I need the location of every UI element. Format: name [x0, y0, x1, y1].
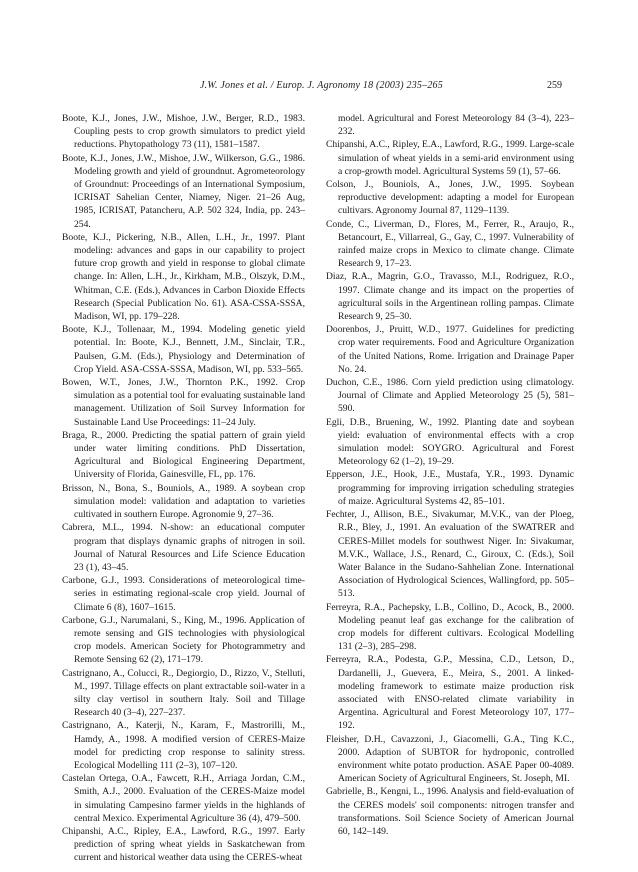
- reference-entry: Egli, D.B., Bruening, W., 1992. Planting date and soybean yield: evaluation of environmental effects with a crop simulation model: SOYGRO. Agricultural and Forest Meteorology 62 (1–2), 19–29.: [326, 416, 574, 468]
- reference-entry: Chipanshi, A.C., Ripley, E.A., Lawford, R.G., 1999. Large-scale simulation of wheat yields in a semi-arid environment using a crop-growth model. Agricultural Systems 59 (1), 57–66.: [326, 139, 574, 177]
- reference-entry: Carbone, G.J., Narumalani, S., King, M., 1996. Application of remote sensing and GIS technologies with physiological crop models. American Society for Photogrammetry and Remote Sensing 62 (2), 171–179.: [62, 614, 305, 666]
- reference-entry: Braga, R., 2000. Predicting the spatial pattern of grain yield under water limiting conditions. PhD Dissertation, Agricultural and Biological Engineering Department, University of Florida, Gainesville, FL, pp. 176.: [62, 429, 305, 481]
- reference-entry: Castrignano, A., Katerji, N., Karam, F., Mastrorilli, M., Hamdy, A., 1998. A modified version of CERES-Maize model for predicting crop response to salinity stress. Ecological Modelling 111 (2–3), 107–120.: [62, 720, 305, 771]
- reference-entry: Duchon, C.E., 1986. Corn yield prediction using climatology. Journal of Climate and Applied Meteorology 25 (5), 581–590.: [326, 377, 574, 415]
- reference-entry: Ferreyra, R.A., Pachepsky, L.B., Collino, D., Acock, B., 2000. Modeling peanut leaf gas exchange for the calibration of crop models for different cultivars. Ecological Modelling 131 (2–3), 285–298.: [326, 601, 574, 653]
- reference-entry: Fleisher, D.H., Cavazzoni, J., Giacomelli, G.A., Ting K.C., 2000. Adaption of SUBTOR for hydroponic, controlled environment white potato production. ASAE Paper 00-4089. American Society of Agricultural Engineers, St. Joseph, MI.: [326, 733, 574, 785]
- reference-entry: Ferreyra, R.A., Podesta, G.P., Messina, C.D., Letson, D., Dardanelli, J., Guevera, E., Meira, S., 2001. A linked-modeling framework to estimate maize production risk associated with ENSO-related climate variability in Argentina. Agricultural and Forest Meteorology 107, 177–192.: [326, 654, 574, 732]
- reference-entry: Fechter, J., Allison, B.E., Sivakumar, M.V.K., van der Ploeg, R.R., Bley, J., 1991. An evaluation of the SWATRER and CERES-Millet models for southwest Niger. In: Sivakumar, M.V.K., Wallace, J.S., Renard, C., Giroux, C. (Eds.), Soil Water Balance in the Sudano-Sahhelian Zone. International Association of Hydrological Sciences, Wallingford, pp. 505–513.: [326, 509, 574, 600]
- reference-entry: Epperson, J.E., Hook, J.E., Mustafa, Y.R., 1993. Dynamic programming for improving irrigation scheduling strategies of maize. Agricultural Systems 42, 85–101.: [326, 469, 574, 507]
- reference-entry: Boote, K.J., Jones, J.W., Mishoe, J.W., Wilkerson, G.G., 1986. Modeling growth and yield of groundnut. Agrometeorology of Groundnut: Proceedings of an International Symposium, ICRISAT Sahelian Center, Niamey, Niger. 21–26 Aug, 1985, ICRISAT, Patancheru, A.P. 502 324, India, pp. 243–254.: [62, 152, 305, 230]
- reference-entry: Diaz, R.A., Magrin, G.O., Travasso, M.I., Rodriguez, R.O., 1997. Climate change and its impact on the properties of agricultural soils in the Argentinean rolling pampas. Climate Research 9, 25–30.: [326, 271, 574, 323]
- references-right-column: [326, 112, 574, 838]
- reference-entry: Cabrera, M.L., 1994. N-show: an educational computer program that displays dynamic graphs of nitrogen in soil. Journal of Natural Resources and Life Science Education 23 (1), 43–45.: [62, 522, 305, 573]
- reference-entry: Carbone, G.J., 1993. Considerations of meteorological time-series in estimating regional-scale crop yield. Journal of Climate 6 (8), 1607–1615.: [62, 575, 305, 613]
- reference-entry: Colson, J., Bouniols, A., Jones, J.W., 1995. Soybean reproductive development: adapting a model for European cultivars. Agronomy Journal 87, 1129–1139.: [326, 179, 574, 217]
- reference-entry: Boote, K.J., Jones, J.W., Mishoe, J.W., Berger, R.D., 1983. Coupling pests to crop growth simulators to predict yield reductions. Phytopathology 73 (11), 1581–1587.: [62, 113, 305, 151]
- reference-entry: Doorenbos, J., Pruitt, W.D., 1977. Guidelines for predicting crop water requirements. Food and Agriculture Organization of the United Nations, Rome. Irrigation and Drainage Paper No. 24.: [326, 324, 574, 375]
- reference-entry: Castelan Ortega, O.A., Fawcett, R.H., Arriaga Jordan, C.M., Smith, A.J., 2000. Evaluation of the CERES-Maize model in simulating Campesino farmer yields in the highlands of central Mexico. Experimental Agriculture 36 (4), 479–500.: [62, 773, 305, 824]
- running-title: J.W. Jones et al. / Europ. J. Agronomy 18 (2003) 235–265: [200, 80, 443, 91]
- reference-entry: Boote, K.J., Pickering, N.B., Allen, L.H., Jr., 1997. Plant modeling: advances and gaps in our capability to project future crop growth and yield in response to global climate change. In: Allen, L.H., Jr., Kirkham, M.B., Olszyk, D.M., Whitman, C.E. (Eds.), Advances in Carbon Dioxide Effects Research (Special Publication No. 61). ASA-CSSA-SSSA, Madison, WI, pp. 179–228.: [62, 231, 305, 323]
- reference-entry: Brisson, N., Bona, S., Bouniols, A., 1989. A soybean crop simulation model: validation and adaptation to varieties cultivated in southern Europe. Agronomie 9, 27–36.: [62, 482, 305, 521]
- reference-entry: Chipanshi, A.C., Ripley, E.A., Lawford, R.G., 1997. Early prediction of spring wheat yields in Saskatchewan from current and historical weather data using the CERES-wheat: [62, 825, 305, 864]
- page-number: 259: [547, 80, 562, 91]
- reference-entry-continued: model. Agricultural and Forest Meteorology 84 (3–4), 223–232.: [338, 113, 574, 138]
- reference-entry: Boote, K.J., Tollenaar, M., 1994. Modeling genetic yield potential. In: Boote, K.J., Bennett, J.M., Sinclair, T.R., Paulsen, G.M. (Eds.), Physiology and Determination of Crop Yield. ASA-CSSA-SSSA, Madison, WI, pp. 533–565.: [62, 324, 305, 375]
- reference-entry: Castrignano, A., Colucci, R., Degiorgio, D., Rizzo, V., Stelluti, M., 1997. Tillage effects on plant extractable soil-water in a silty clay vertisol in southern Italy. Soil and Tillage Research 40 (3–4), 227–237.: [62, 667, 305, 719]
- reference-entry: Conde, C., Liverman, D., Flores, M., Ferrer, R., Araujo, R., Betancourt, E., Villarreal, G., Gay, C., 1997. Vulnerability of rainfed maize crops in Mexico to climate change. Climate Research 9, 17–23.: [326, 218, 574, 270]
- reference-entry: Gabrielle, B., Kengni, L., 1996. Analysis and field-evaluation of the CERES models' soil components: nitrogen transfer and transformations. Soil Science Society of American Journal 60, 142–149.: [326, 786, 574, 837]
- reference-entry: Bowen, W.T., Jones, J.W., Thornton P.K., 1992. Crop simulation as a potential tool for evaluating sustainable land management. Utilization of Soil Survey Information for Sustainable Land Use Proceedings: 11–24 July.: [62, 377, 305, 428]
- references-left-column: [62, 112, 305, 865]
